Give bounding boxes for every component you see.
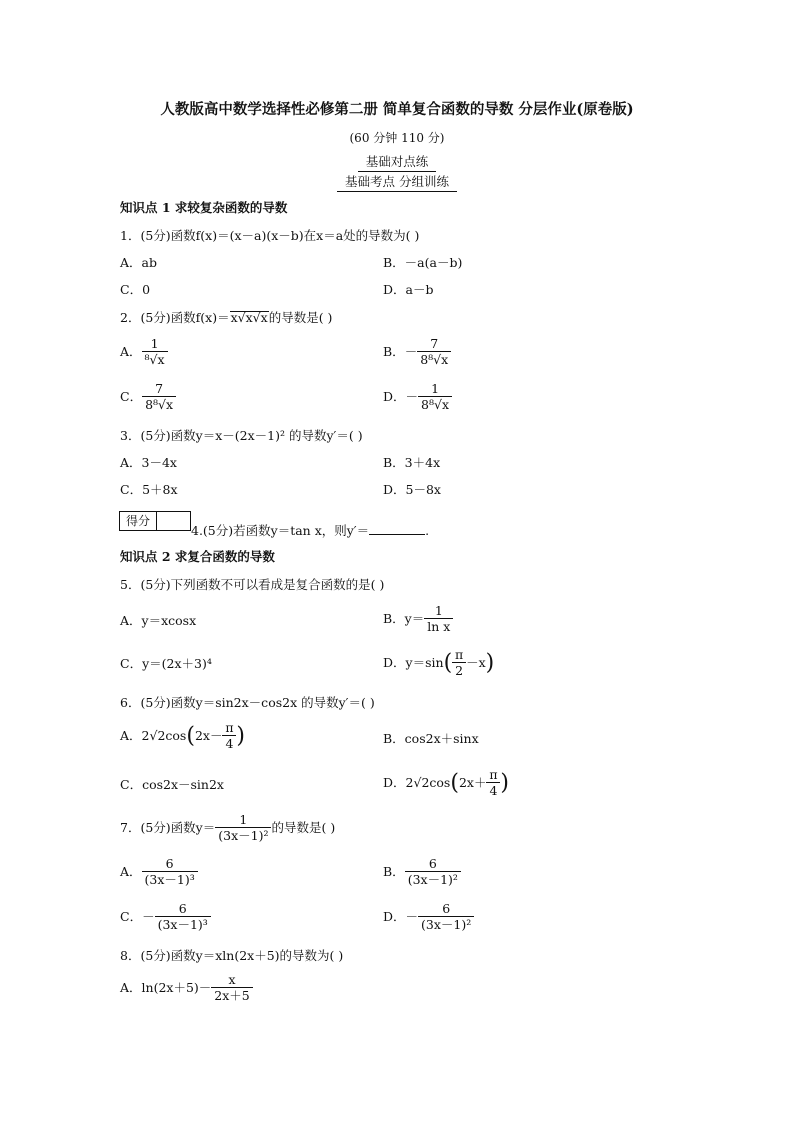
question-5-option-a: A．y＝xcosx: [120, 613, 197, 628]
question-8-stem: 8．(5分)函数y＝xln(2x＋5)的导数为( ): [120, 948, 344, 963]
question-2-option-b: B．－ $\frac{7}{\text{8⁸√x}}$: [383, 337, 451, 368]
question-3-stem: 3．(5分)函数y＝x－(2x－1)² 的导数y′＝( ): [120, 428, 363, 443]
question-6-option-b: B．cos2x＋sinx: [383, 731, 479, 746]
question-1-option-d: D．a－b: [383, 282, 434, 297]
question-1-stem: 1．(5分)函数f(x)＝(x－a)(x－b)在x＝a处的导数为( ): [120, 228, 420, 243]
knowledge-point-2: 知识点 2 求复合函数的导数: [120, 549, 275, 564]
question-5-option-b: B．y＝ $\frac{1}{\text{ln x}}$: [383, 604, 453, 635]
question-5-stem: 5．(5分)下列函数不可以看成是复合函数的是( ): [120, 577, 385, 592]
question-6-option-a: A．2√2cos(2x－ $\frac{\pi}{4}$ ): [120, 720, 245, 752]
question-3-option-c: C．5＋8x: [120, 482, 178, 497]
knowledge-point-1: 知识点 1 求较复杂函数的导数: [120, 200, 288, 215]
question-3-option-d: D．5－8x: [383, 482, 441, 497]
question-7-option-b: B． $\frac{6}{\text{(3x－1)²}}$: [383, 857, 461, 888]
time-score: (60 分钟 110 分): [349, 131, 445, 145]
page-title: 人教版高中数学选择性必修第二册 简单复合函数的导数 分层作业(原卷版): [160, 101, 634, 118]
question-3-option-b: B．3＋4x: [383, 455, 441, 470]
question-2-option-a: A． $\frac{1}{\text{⁸√x}}$: [120, 337, 168, 368]
question-2-option-c: C． $\frac{7}{\text{8⁸√x}}$: [120, 382, 176, 413]
question-6-option-d: D．2√2cos(2x＋ $\frac{\pi}{4}$ ): [383, 767, 509, 799]
section-title: 基础对点练: [0, 156, 794, 172]
question-1-option-b: B．－a(a－b): [383, 255, 463, 270]
radical-expression: x√x√x: [230, 310, 268, 325]
question-1-option-c: C．0: [120, 282, 151, 297]
question-4-stem: 4.(5分)若函数y＝tan x，则y′＝ .: [191, 523, 430, 538]
question-6-stem: 6．(5分)函数y＝sin2x－cos2x 的导数y′＝( ): [120, 695, 375, 710]
question-7-stem: 7．(5分)函数y＝ $\frac{1}{\text{(3x－1)²}}$ 的导数是( ): [120, 812, 336, 844]
question-5-option-c: C．y＝(2x＋3)⁴: [120, 656, 212, 671]
question-1-option-a: A．ab: [120, 255, 157, 270]
answer-blank[interactable]: [369, 524, 425, 535]
score-label: 得分: [120, 512, 157, 530]
question-8-option-a: A．ln(2x＋5)－ $\frac{x}{2x+5}$: [120, 973, 253, 1004]
question-7-option-c: C．－ $\frac{6}{\text{(3x－1)³}}$: [120, 902, 211, 933]
question-7-option-d: D．－ $\frac{6}{\text{(3x－1)²}}$: [383, 902, 474, 933]
question-5-option-d: D．y＝sin( $\frac{\pi}{2}$ －x): [383, 647, 495, 679]
question-2-option-d: D．－ $\frac{1}{\text{8⁸√x}}$: [383, 382, 452, 413]
score-box[interactable]: [119, 511, 191, 531]
question-7-option-a: A． $\frac{6}{\text{(3x－1)³}}$: [120, 857, 198, 888]
question-2-stem: 2．(5分)函数f(x)＝x√x√x的导数是( ): [120, 310, 333, 325]
section-subtitle: 基础考点 分组训练: [0, 176, 794, 192]
question-3-option-a: A．3－4x: [120, 455, 177, 470]
question-6-option-c: C．cos2x－sin2x: [120, 777, 224, 792]
